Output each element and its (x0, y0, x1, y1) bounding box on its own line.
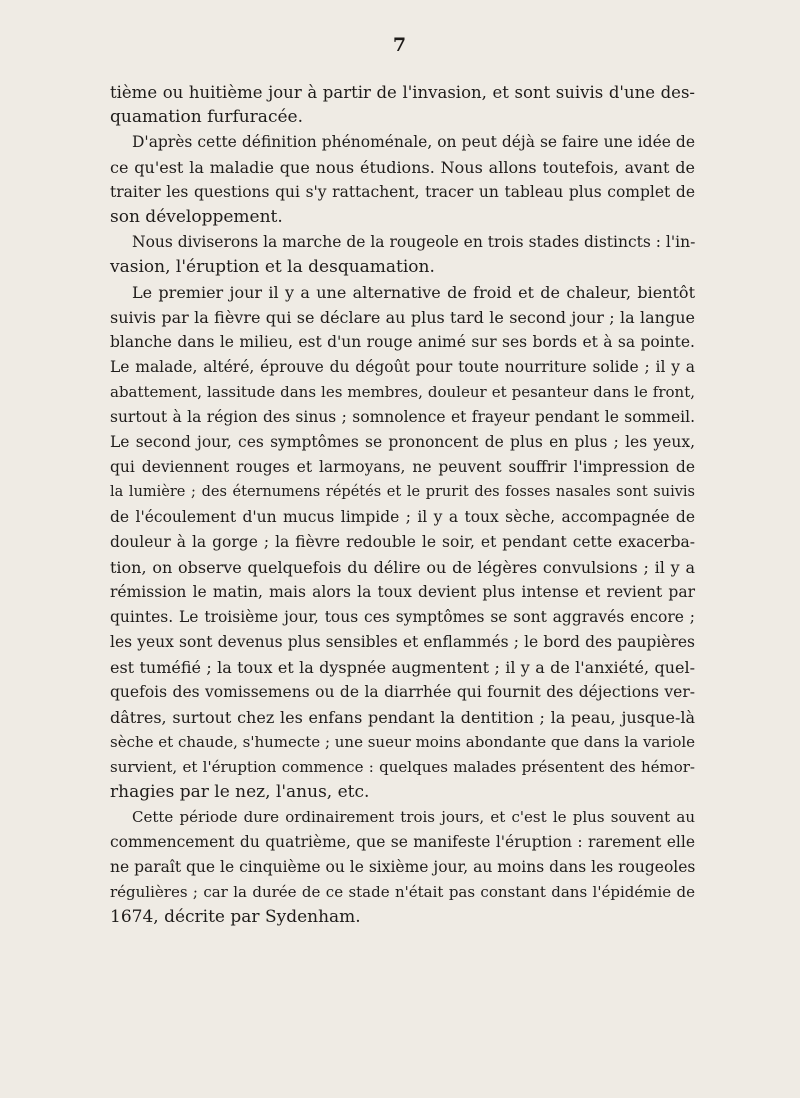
text-line: de l'écoulement d'un mucus limpide ; il y a toux sèche, accompagnée de (110, 508, 695, 526)
text-line: sèche et chaude, s'humecte ; une sueur moins abondante que dans la variole (110, 733, 696, 751)
text-line: Cette période dure ordinairement trois jours, et c'est le plus souvent au (132, 808, 695, 826)
text-line: quintes. Le troisième jour, tous ces symptômes se sont aggravés encore ; (110, 608, 695, 626)
text-line: tième ou huitième jour à partir de l'invasion, et sont suivis d'une des- (110, 83, 695, 102)
text-line: 1674, décrite par Sydenham. (110, 907, 361, 927)
text-line: la lumière ; des éternumens répétés et le prurit des fosses nasales sont suivis (110, 484, 695, 500)
body-text (110, 80, 695, 930)
text-line: D'après cette définition phénoménale, on peut déjà se faire une idée de (132, 133, 695, 151)
text-line: survient, et l'éruption commence : quelques malades présentent des hémor- (110, 758, 695, 776)
text-line: rémission le matin, mais alors la toux devient plus intense et revient par (110, 583, 695, 601)
text-line: Le malade, altéré, éprouve du dégoût pour toute nourriture solide ; il y a (110, 358, 695, 376)
page-number: 7 (392, 34, 408, 56)
text-line: régulières ; car la durée de ce stade n'était pas constant dans l'épidémie de (110, 883, 695, 901)
text-line: vasion, l'éruption et la desquamation. (110, 257, 435, 277)
text-line: abattement, lassitude dans les membres, douleur et pesanteur dans le front, (110, 383, 695, 401)
text-line: Nous diviserons la marche de la rougeole en trois stades distincts : l'in- (132, 233, 696, 251)
text-line: douleur à la gorge ; la fièvre redouble le soir, et pendant cette exacerba- (110, 533, 695, 551)
text-line: qui deviennent rouges et larmoyans, ne peuvent souffrir l'impression de (110, 458, 695, 476)
text-line: quamation furfuracée. (110, 107, 303, 127)
text-line: Le second jour, ces symptômes se prononcent de plus en plus ; les yeux, (110, 433, 695, 451)
text-line: rhagies par le nez, l'anus, etc. (110, 782, 370, 802)
text-line: est tuméfié ; la toux et la dyspnée augmentent ; il y a de l'anxiété, quel- (110, 658, 695, 677)
text-line: surtout à la région des sinus ; somnolence et frayeur pendant le sommeil. (110, 408, 695, 426)
text-line: Le premier jour il y a une alternative de froid et de chaleur, bientôt (132, 283, 695, 302)
text-line: traiter les questions qui s'y rattachent, tracer un tableau plus complet de (110, 183, 695, 201)
text-line: blanche dans le milieu, est d'un rouge animé sur ses bords et à sa pointe. (110, 333, 695, 351)
text-line: tion, on observe quelquefois du délire ou de légères convulsions ; il y a (110, 558, 695, 577)
text-line: ne paraît que le cinquième ou le sixième jour, au moins dans les rougeoles (110, 858, 696, 876)
text-line: les yeux sont devenus plus sensibles et enflammés ; le bord des paupières (110, 633, 695, 651)
text-line: commencement du quatrième, que se manifeste l'éruption : rarement elle (110, 833, 695, 851)
text-line: dâtres, surtout chez les enfans pendant la dentition ; la peau, jusque-là (110, 708, 695, 727)
text-line: suivis par la fièvre qui se déclare au plus tard le second jour ; la langue (110, 308, 695, 327)
text-line: ce qu'est la maladie que nous étudions. Nous allons toutefois, avant de (110, 158, 695, 177)
text-line: son développement. (110, 207, 283, 227)
text-line: quefois des vomissemens ou de la diarrhée qui fournit des déjections ver- (110, 683, 695, 701)
